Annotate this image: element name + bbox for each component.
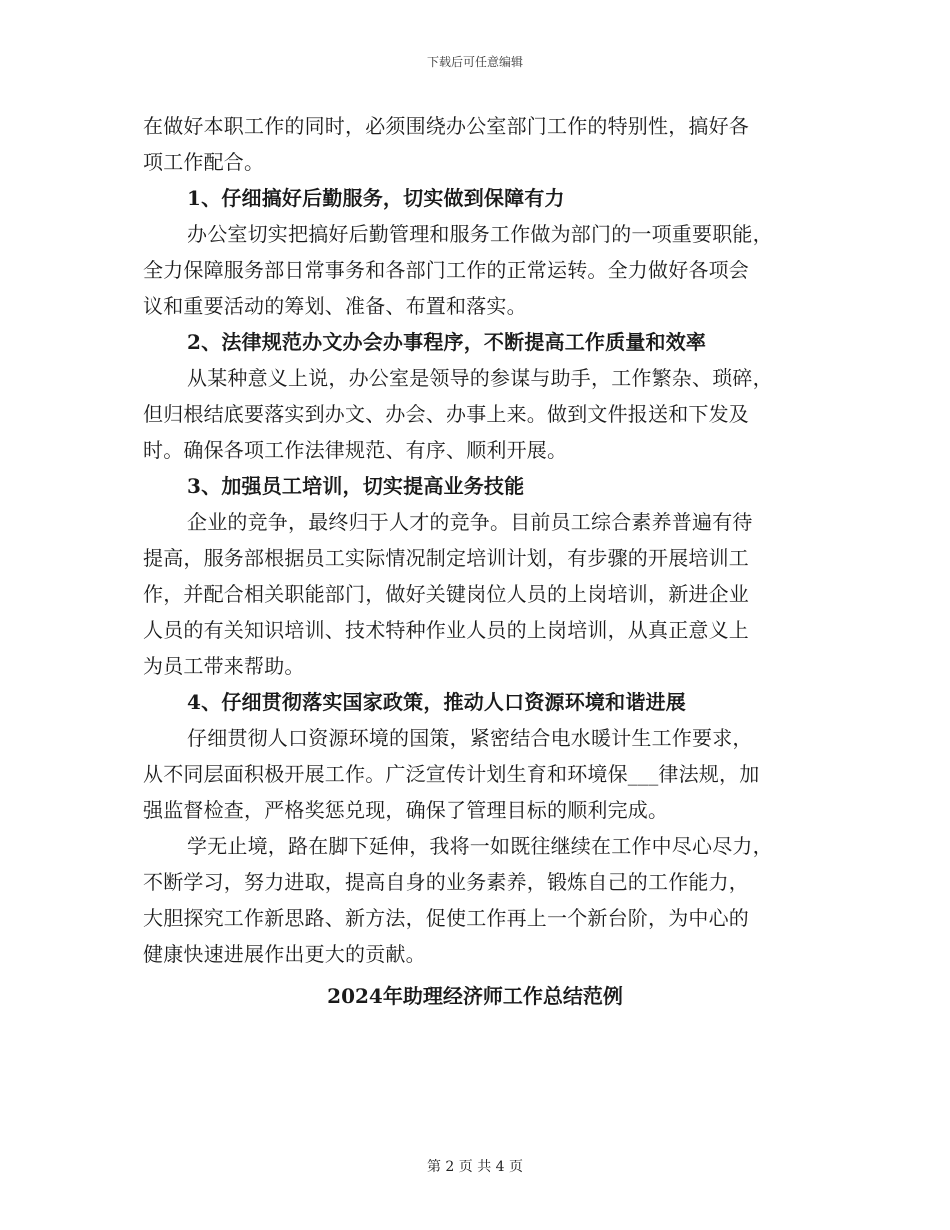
paragraph-line: 不断学习，努力进取，提高自身的业务素养，锻炼自己的工作能力， [143,870,749,894]
paragraph-line: 项工作配合。 [143,150,265,174]
paragraph-line: 作，并配合相关职能部门，做好关键岗位人员的上岗培训，新进企业 [143,582,749,606]
paragraph-line: 时。确保各项工作法律规范、有序、顺利开展。 [143,438,568,462]
heading-text: 1、仔细搞好后勤服务，切实做到保障有力 [187,186,565,210]
heading-text: 2、法律规范办文办会办事程序，不断提高工作质量和效率 [187,330,707,354]
paragraph [143,360,807,468]
paragraph-line: 人员的有关知识培训、技术特种作业人员的上岗培训，从真正意义上 [143,618,749,642]
section-heading [143,468,807,504]
paragraph [143,504,807,684]
paragraph-line: 全力保障服务部日常事务和各部门工作的正常运转。全力做好各项会 [143,258,749,282]
paragraph-line: 但归根结底要落实到办文、办会、办事上来。做到文件报送和下发及 [143,402,749,426]
paragraph [143,720,807,828]
paragraph-line: 企业的竞争，最终归于人才的竞争。目前员工综合素养普遍有待 [187,510,753,534]
paragraph-line: 在做好本职工作的同时，必须围绕办公室部门工作的特别性，搞好各 [143,114,749,138]
paragraph-line: 为员工带来帮助。 [143,654,305,678]
paragraph-line: 大胆探究工作新思路、新方法，促使工作再上一个新台阶，为中心的 [143,906,749,930]
paragraph [143,828,807,972]
section-heading [143,684,807,720]
paragraph-line: 仔细贯彻人口资源环境的国策，紧密结合电水暖计生工作要求， [187,726,753,750]
paragraph-line: 办公室切实把搞好后勤管理和服务工作做为部门的一项重要职能， [187,222,773,246]
heading-text: 4、仔细贯彻落实国家政策，推动人口资源环境和谐进展 [187,690,686,714]
document-body [143,108,807,1014]
paragraph-line: 议和重要活动的筹划、准备、布置和落实。 [143,294,527,318]
paragraph-line: 健康快速进展作出更大的贡献。 [143,942,426,966]
section-heading [143,324,807,360]
heading-text: 3、加强员工培训，切实提高业务技能 [187,474,525,498]
paragraph [143,108,807,180]
paragraph-line: 强监督检查，严格奖惩兑现，确保了管理目标的顺利完成。 [143,798,669,822]
paragraph-line: 从不同层面积极开展工作。广泛宣传计划生育和环境保___律法规，加 [143,762,760,786]
paragraph-line: 学无止境，路在脚下延伸，我将一如既往继续在工作中尽心尽力， [187,834,773,858]
paragraph-line: 从某种意义上说，办公室是领导的参谋与助手，工作繁杂、琐碎， [187,366,773,390]
paragraph-line: 提高，服务部根据员工实际情况制定培训计划，有步骤的开展培训工 [143,546,749,570]
section-heading [143,180,807,216]
page-footer: 第 2 页 共 4 页 [426,1159,524,1175]
next-document-title: 2024年助理经济师工作总结范例 [327,984,623,1008]
paragraph [143,216,807,324]
page-header: 下载后可任意编辑 [426,55,523,69]
